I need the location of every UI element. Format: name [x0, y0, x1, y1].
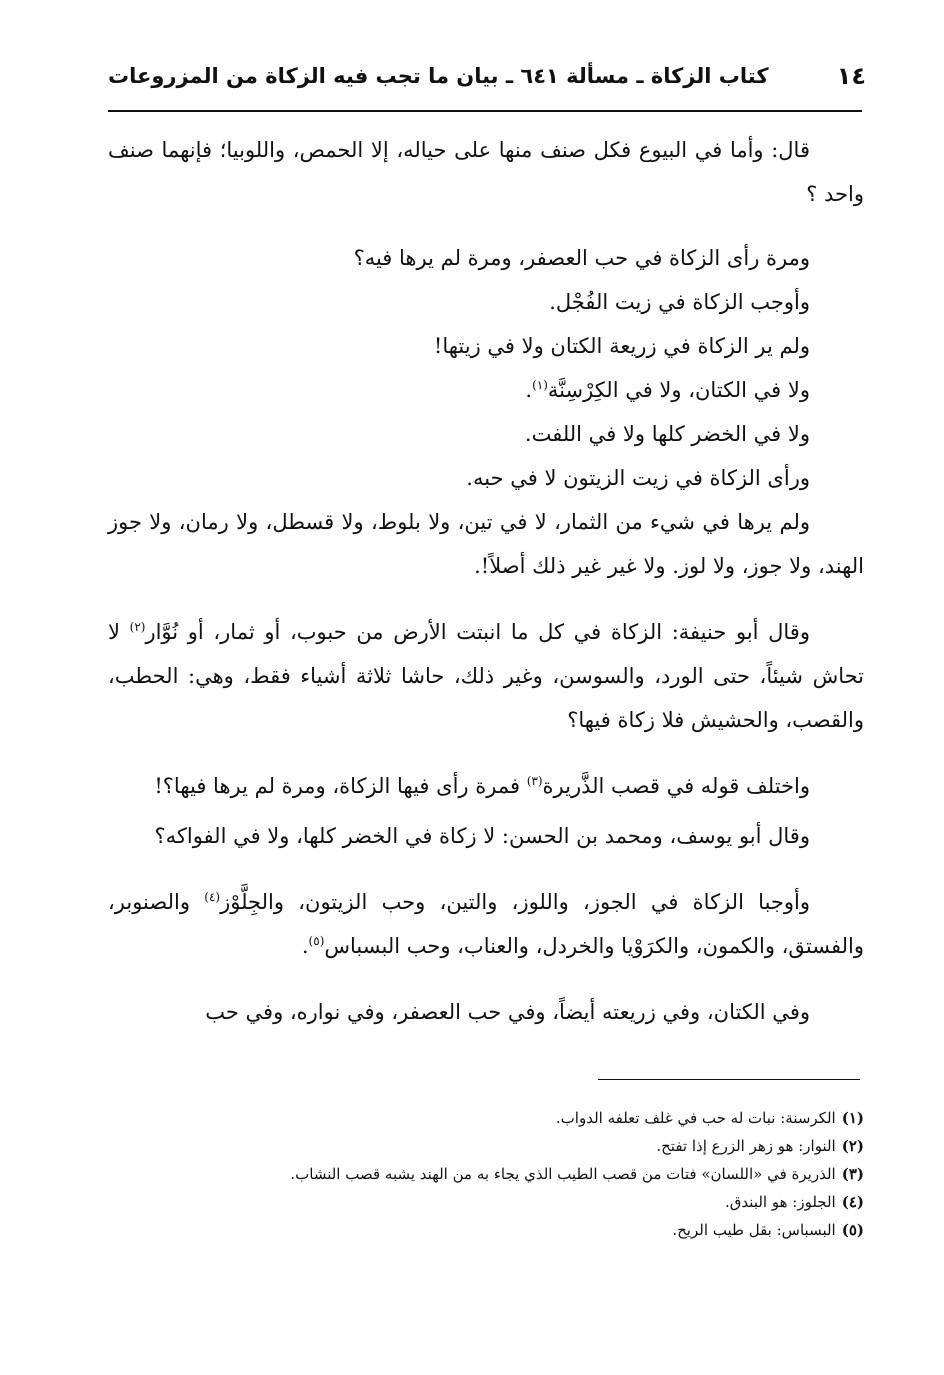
running-title: كتاب الزكاة ـ مسألة ٦٤١ ـ بيان ما تجب فيه الزكاة من المزروعات	[108, 64, 769, 88]
footnote-ref-3: (٣)	[526, 774, 543, 788]
footnote-rule	[598, 1079, 860, 1080]
page-number: ١٤	[836, 62, 866, 90]
footnote-4	[108, 1188, 864, 1216]
footnote-ref-4: (٤)	[204, 890, 221, 904]
paragraph-4	[108, 610, 864, 742]
footnotes	[108, 1104, 864, 1244]
paragraph-3: ولم يرها في شيء من الثمار، لا في تين، ولا بلوط، ولا قسطل، ولا رمان، ولا جوز الهند، ولا جوز، ولا لوز. ولا غير غير ذلك أصلاً!.	[108, 510, 864, 578]
footnote-number: (٥)	[841, 1221, 864, 1239]
list-line-3: ولم ير الزكاة في زريعة الكتان ولا في زيتها!	[433, 334, 810, 358]
list-line-4-end: .	[525, 378, 533, 402]
list-line-4	[108, 368, 810, 412]
footnote-text: الذريرة في «اللسان» فتات من قصب الطيب الذي يجاء به من الهند يشبه قصب النشاب.	[290, 1165, 836, 1183]
footnote-ref-5: (٥)	[308, 934, 325, 948]
paragraph-4-a: وقال أبو حنيفة: الزكاة في كل ما انبتت الأرض من حبوب، أو ثمار، أو نُوَّار	[145, 620, 810, 644]
list-line-6: ورأى الزكاة في زيت الزيتون لا في حبه.	[466, 466, 810, 490]
paragraph-7-a: وأوجبا الزكاة في الجوز، واللوز، والتين، وحب الزيتون، والجِلَّوْز	[220, 890, 811, 914]
page-header	[108, 56, 866, 100]
footnote-3	[108, 1160, 864, 1188]
footnote-number: (١)	[841, 1109, 864, 1127]
footnote-number: (٣)	[841, 1165, 864, 1183]
list-line-2: وأوجب الزكاة في زيت الفُجْل.	[549, 290, 810, 314]
paragraph-7-b: والصنوبر، والفستق، والكمون، والكرَوْيا والخردل، والعناب، وحب البسباس	[108, 890, 864, 958]
paragraph-4-b: لا تحاش شيئاً، حتى الورد، والسوسن، وغير ذلك، حاشا ثلاثة أشياء فقط، وهي: الحطب، والقصب، والحشيش فلا زكاة فيها؟	[108, 620, 864, 732]
list-line-5: ولا في الخضر كلها ولا في اللفت.	[524, 422, 810, 446]
footnote-1	[108, 1104, 864, 1132]
questions-list	[108, 236, 864, 500]
main-text	[108, 128, 864, 1034]
paragraph-8: وفي الكتان، وفي زريعته أيضاً، وفي حب العصفر، وفي نواره، وفي حب	[205, 1000, 810, 1024]
list-line-4-text: ولا في الكتان، ولا في الكِرْسِنَّة	[547, 378, 810, 402]
header-rule	[108, 110, 862, 112]
paragraph-1: قال: وأما في البيوع فكل صنف منها على حياله، إلا الحمص، واللوبيا؛ فإنهما صنف واحد ؟	[108, 138, 864, 206]
footnote-text: النوار: هو زهر الزرع إذا تفتح.	[656, 1137, 836, 1155]
paragraph-7-end: .	[301, 934, 309, 958]
paragraph-5	[108, 764, 864, 808]
paragraph-5-b: فمرة رأى فيها الزكاة، ومرة لم يرها فيها؟!	[154, 774, 527, 798]
list-line-1: ومرة رأى الزكاة في حب العصفر، ومرة لم يرها فيه؟	[353, 246, 810, 270]
paragraph-7	[108, 880, 864, 968]
footnote-ref-2: (٢)	[129, 620, 146, 634]
footnote-text: الكرسنة: نبات له حب في غلف تعلفه الدواب.	[555, 1109, 836, 1127]
footnote-number: (٢)	[841, 1137, 864, 1155]
footnote-number: (٤)	[841, 1193, 864, 1211]
footnote-ref-1: (١)	[532, 378, 548, 392]
footnote-2	[108, 1132, 864, 1160]
footnote-text: البسباس: بقل طيب الريح.	[672, 1221, 836, 1239]
footnote-text: الجلوز: هو البندق.	[725, 1193, 836, 1211]
paragraph-6: وقال أبو يوسف، ومحمد بن الحسن: لا زكاة في الخضر كلها، ولا في الفواكه؟	[154, 824, 810, 848]
footnote-5	[108, 1216, 864, 1244]
paragraph-5-a: واختلف قوله في قصب الذَّريرة	[542, 774, 810, 798]
